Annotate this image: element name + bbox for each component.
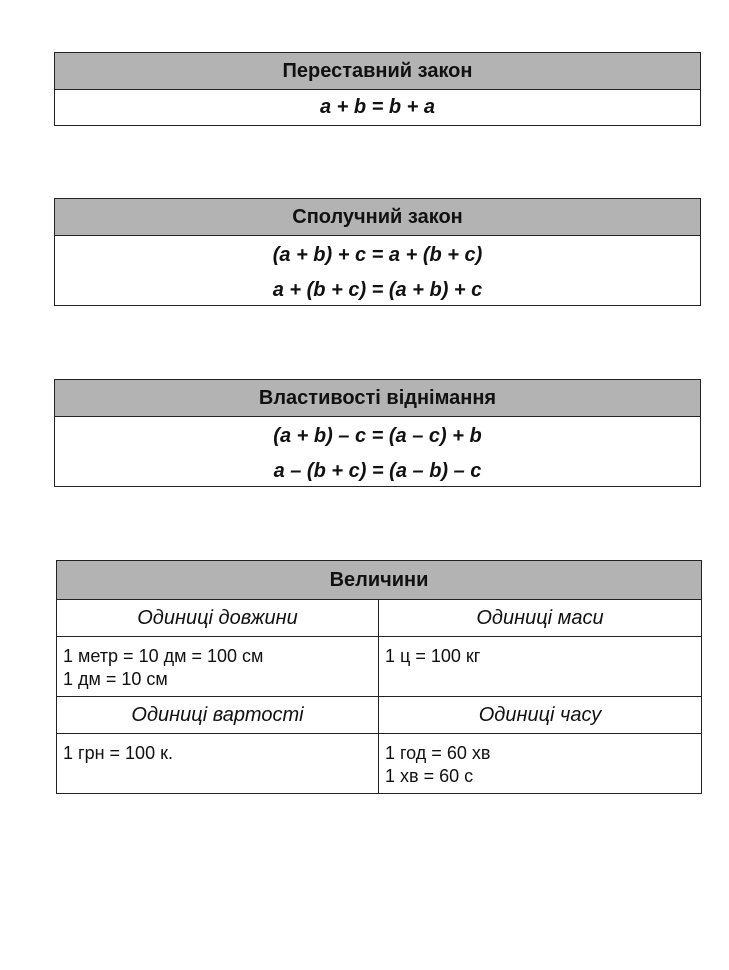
table-row bbox=[57, 697, 701, 734]
time-unit-line-2: 1 хв = 60 с bbox=[385, 766, 474, 786]
commutative-formula: a + b = b + a bbox=[319, 96, 436, 118]
commutative-law-title: Переставний закон bbox=[55, 53, 700, 90]
mass-units-heading: Одиниці маси bbox=[476, 606, 604, 629]
subtraction-properties-box bbox=[54, 379, 701, 487]
cost-unit-line-1: 1 грн = 100 к. bbox=[63, 743, 173, 763]
associative-formula-2: a + (b + c) = (a + b) + c bbox=[272, 279, 483, 301]
cost-units-heading: Одиниці вартості bbox=[57, 697, 379, 733]
mass-units-cell bbox=[379, 637, 701, 696]
mass-unit-line-1: 1 ц = 100 кг bbox=[385, 646, 481, 666]
table-row bbox=[57, 734, 701, 793]
length-unit-line-2: 1 дм = 10 см bbox=[63, 669, 168, 689]
time-unit-line-1: 1 год = 60 хв bbox=[385, 743, 491, 763]
associative-law-box bbox=[54, 198, 701, 306]
length-units-heading: Одиниці довжини bbox=[57, 600, 379, 636]
length-unit-line-1: 1 метр = 10 дм = 100 см bbox=[63, 646, 264, 666]
commutative-law-box bbox=[54, 52, 701, 126]
quantities-title: Величини bbox=[57, 561, 701, 600]
subtraction-formula-2: a – (b + c) = (a – b) – c bbox=[273, 460, 482, 482]
cost-units-cell bbox=[57, 734, 379, 793]
quantities-table bbox=[56, 560, 702, 794]
table-row bbox=[57, 600, 701, 637]
time-units-cell bbox=[379, 734, 701, 793]
subtraction-properties-title: Властивості віднімання bbox=[55, 380, 700, 417]
subtraction-formula-1: (a + b) – c = (a – c) + b bbox=[273, 425, 482, 447]
associative-formula-1: (a + b) + c = a + (b + c) bbox=[272, 244, 483, 266]
associative-law-title: Сполучний закон bbox=[55, 199, 700, 236]
table-row bbox=[57, 637, 701, 697]
length-units-cell bbox=[57, 637, 379, 696]
time-units-heading: Одиниці часу bbox=[478, 703, 602, 726]
